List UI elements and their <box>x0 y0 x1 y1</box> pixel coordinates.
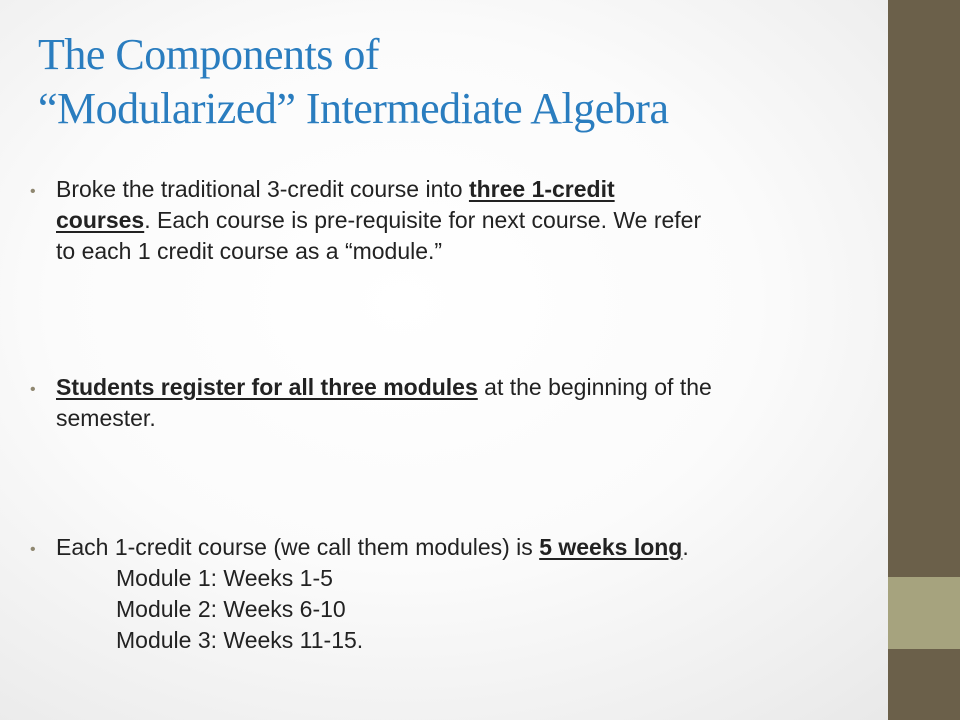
bullet-1-text-b: . Each course is pre-requisite for next course. We refer <box>144 207 702 233</box>
sidebar-band-top <box>888 0 960 577</box>
bullet-2-line-1 <box>56 372 856 403</box>
bullet-1-emphasis-b: courses <box>56 207 145 233</box>
bullet-dot-icon: • <box>30 541 36 558</box>
slide-title <box>38 28 878 136</box>
bullet-1-line-1 <box>56 174 856 205</box>
sidebar-band-bottom <box>888 649 960 720</box>
bullet-1-line-3: to each 1 credit course as a “module.” <box>56 238 443 264</box>
decorative-sidebar <box>888 0 960 720</box>
bullet-dot-icon: • <box>30 183 36 200</box>
title-line-1: The Components of <box>38 30 380 79</box>
bullet-1-text-a: Broke the traditional 3-credit course into <box>56 176 469 202</box>
bullet-text-1 <box>56 174 856 267</box>
sidebar-band-middle <box>888 577 960 649</box>
bullet-2-line-2: semester. <box>56 405 156 431</box>
bullet-dot-icon: • <box>30 381 36 398</box>
bullet-3-emphasis: 5 weeks long <box>539 534 683 560</box>
schedule-module-2: Module 2: Weeks 6-10 <box>116 596 346 622</box>
bullet-2-text-a: at the beginning of the <box>477 374 712 400</box>
schedule-module-3: Module 3: Weeks 11-15. <box>116 627 364 653</box>
bullet-3-text-b: . <box>682 534 689 560</box>
bullet-1-emphasis-a: three 1-credit <box>468 176 615 202</box>
schedule-module-1: Module 1: Weeks 1-5 <box>116 565 333 591</box>
bullet-text-3 <box>56 532 856 656</box>
bullet-2-emphasis: Students register for all three modules <box>56 374 478 400</box>
bullet-3-text-a: Each 1-credit course (we call them modules) is <box>56 534 540 560</box>
bullet-text-2 <box>56 372 856 434</box>
title-line-2: “Modularized” Intermediate Algebra <box>38 84 669 133</box>
bullet-1-line-2 <box>56 205 856 236</box>
bullet-3-line-1 <box>56 532 856 563</box>
